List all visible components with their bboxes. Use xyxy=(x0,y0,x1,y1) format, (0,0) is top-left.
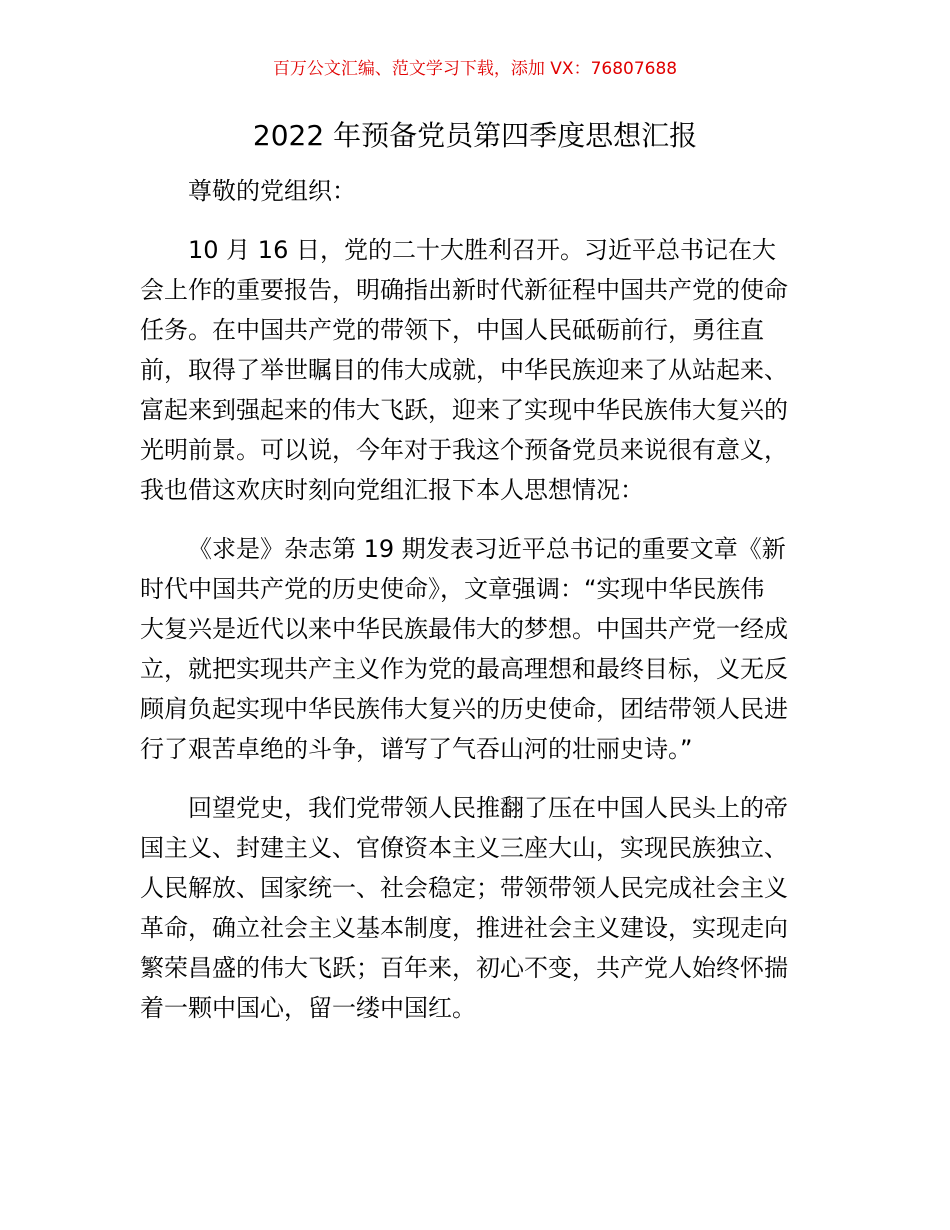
paragraph-line: 任务。在中国共产党的带领下，中国人民砥砺前行，勇往直 xyxy=(140,316,764,344)
paragraph-line: 我也借这欢庆时刻向党组汇报下本人思想情况： xyxy=(140,476,644,504)
paragraph-line: 繁荣昌盛的伟大飞跃；百年来，初心不变，共产党人始终怀揣 xyxy=(140,954,788,982)
paragraph-line: 大复兴是近代以来中华民族最伟大的梦想。中国共产党一经成 xyxy=(140,615,788,643)
paragraph-line: 富起来到强起来的伟大飞跃，迎来了实现中华民族伟大复兴的 xyxy=(140,396,788,424)
paragraph-line: 国主义、封建主义、官僚资本主义三座大山，实现民族独立、 xyxy=(140,834,788,862)
paragraph-1 xyxy=(140,230,812,510)
page-title: 2022 年预备党员第四季度思想汇报 xyxy=(252,119,698,152)
paragraph-line: 着一颗中国心，留一缕中国红。 xyxy=(140,994,476,1022)
paragraph-line: 会上作的重要报告，明确指出新时代新征程中国共产党的使命 xyxy=(140,276,788,304)
paragraph-line: 10 月 16 日，党的二十大胜利召开。习近平总书记在大 xyxy=(188,236,776,264)
paragraph-line: 立，就把实现共产主义作为党的最高理想和最终目标，义无反 xyxy=(140,655,788,683)
paragraph-line: 顾肩负起实现中华民族伟大复兴的历史使命，团结带领人民进 xyxy=(140,695,788,723)
paragraph-line: 《求是》杂志第 19 期发表习近平总书记的重要文章《新 xyxy=(188,535,786,563)
paragraph-line: 行了艰苦卓绝的斗争，谱写了气吞山河的壮丽史诗。” xyxy=(140,735,693,763)
paragraph-line: 时代中国共产党的历史使命》，文章强调：“实现中华民族伟 xyxy=(140,575,765,603)
paragraph-2 xyxy=(140,529,812,769)
paragraph-line: 革命，确立社会主义基本制度，推进社会主义建设，实现走向 xyxy=(140,914,788,942)
paragraph-line: 人民解放、国家统一、社会稳定；带领带领人民完成社会主义 xyxy=(140,874,788,902)
salutation: 尊敬的党组织： xyxy=(188,177,356,205)
paragraph-line: 光明前景。可以说，今年对于我这个预备党员来说很有意义， xyxy=(140,436,788,464)
paragraph-line: 回望党史，我们党带领人民推翻了压在中国人民头上的帝 xyxy=(188,794,788,822)
paragraph-3 xyxy=(140,788,812,1028)
header-note: 百万公文汇编、范文学习下载，添加 VX：76807688 xyxy=(272,59,678,79)
paragraph-line: 前，取得了举世瞩目的伟大成就，中华民族迎来了从站起来、 xyxy=(140,356,788,384)
document-body xyxy=(140,171,812,1028)
